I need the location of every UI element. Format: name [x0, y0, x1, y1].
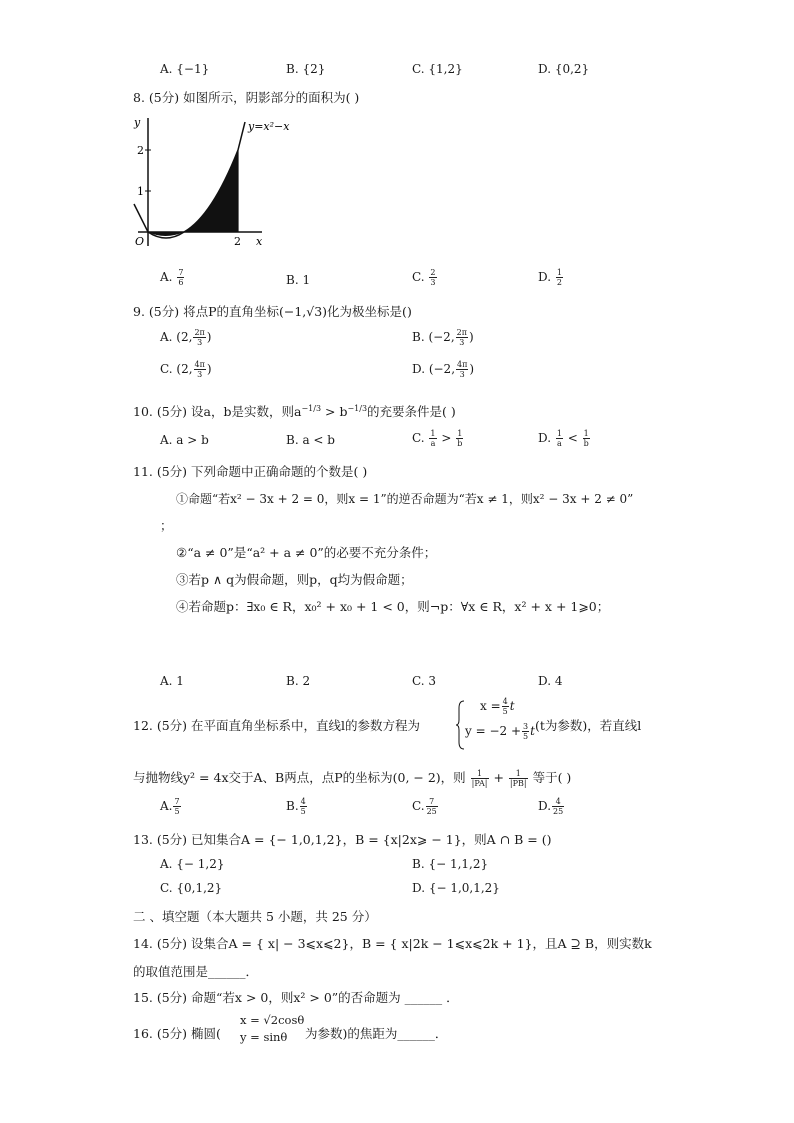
- q11-option-a: A. 1: [160, 674, 184, 688]
- q12-eq-y: y = −2 + $\frac{3}{5}$ t: [465, 722, 535, 741]
- q13-stem: 13. (5分) 已知集合A = {− 1,0,1,2}，B = {x|2x⩾ − 1}，则A ∩ B = (): [133, 832, 552, 847]
- q8-shade-above: [184, 150, 238, 232]
- q8-option-d: D. $\frac{1}{2}$: [538, 268, 562, 287]
- q8-tick-label-1: 1: [137, 185, 144, 198]
- q11-statement-1-tail: ；: [160, 518, 173, 533]
- q12-line2: 与抛物线y² = 4x交于A、B两点，点P的坐标为(0, − 2)，则 $\frac{1}{|PA|}$ + $\frac{1}{|PB|}$ 等于( ): [133, 769, 572, 788]
- q13-option-a: A. {− 1,2}: [160, 857, 225, 871]
- q13-option-b: B. {− 1,1,2}: [412, 857, 489, 871]
- q16-eq-x: x = √2cosθ: [240, 1013, 305, 1027]
- q14-line1: 14. (5分) 设集合A = { x| − 3⩽x⩽2}，B = { x|2k − 1⩽x⩽2k + 1}，且A ⊇ B，则实数k: [133, 936, 652, 951]
- q12-option-d: D. $\frac{4}{25}$: [538, 797, 564, 816]
- q8-tick-label-x2: 2: [234, 235, 241, 248]
- q10-option-c: C. $\frac{1}{a}$ > $\frac{1}{b}$: [412, 429, 463, 448]
- q8-x-label: x: [256, 235, 263, 248]
- q8-curve-label: y=x²−x: [248, 120, 290, 133]
- q16-eq-y: y = sinθ: [240, 1030, 288, 1044]
- q9-option-a: A. (2, $\frac{2\pi}{3}$ ): [160, 328, 212, 347]
- q7-option-c: C. {1,2}: [412, 62, 463, 76]
- q7-option-a: A. {−1}: [160, 62, 210, 76]
- q11-statement-4: ④若命题p：∃x₀ ∈ R，x₀² + x₀ + 1 < 0，则¬p：∀x ∈ R，x² + x + 1⩾0；: [176, 599, 610, 614]
- q8-option-a: A. $\frac{7}{6}$: [160, 268, 184, 287]
- q8-origin-label: O: [135, 235, 145, 248]
- q7-option-d: D. {0,2}: [538, 62, 590, 76]
- q11-statement-2: ②“a ≠ 0”是“a² + a ≠ 0”的必要不充分条件；: [176, 545, 437, 560]
- q12-stem-pre: 12. (5分) 在平面直角坐标系中，直线l的参数方程为: [133, 718, 421, 733]
- q10-option-d: D. $\frac{1}{a}$ < $\frac{1}{b}$: [538, 429, 589, 448]
- q8-tick-label-2: 2: [137, 144, 144, 157]
- q13-option-c: C. {0,1,2}: [160, 881, 223, 895]
- q12-option-b: B. $\frac{4}{5}$: [286, 797, 306, 816]
- q16-post: 为参数)的焦距为______．: [305, 1026, 448, 1041]
- q9-option-d: D. (−2, $\frac{4\pi}{3}$ ): [412, 360, 475, 379]
- q14-line2: 的取值范围是______．: [133, 964, 259, 979]
- q15-text: 15. (5分) 命题“若x > 0，则x² > 0”的否命题为 ______ ．: [133, 990, 459, 1005]
- section-2-heading: 二 、填空题（本大题共 5 小题，共 25 分）: [133, 909, 377, 924]
- q11-stem: 11. (5分) 下列命题中正确命题的个数是( ): [133, 464, 368, 479]
- q12-option-c: C. $\frac{7}{25}$: [412, 797, 437, 816]
- q8-figure: [130, 112, 290, 252]
- q9-stem: 9. (5分) 将点P的直角坐标(−1,√3)化为极坐标是(): [133, 304, 412, 319]
- q12-stem-post: (t为参数)，若直线l: [535, 718, 642, 733]
- q12-brace: [455, 700, 465, 750]
- q8-y-label: y: [134, 116, 141, 129]
- q7-option-b: B. {2}: [286, 62, 326, 76]
- q8-option-c: C. $\frac{2}{3}$: [412, 268, 436, 287]
- q10-option-a: A. a > b: [160, 433, 209, 447]
- q11-statement-1: ①命题“若x² − 3x + 2 = 0，则x = 1”的逆否命题为“若x ≠ 1，则x² − 3x + 2 ≠ 0”: [176, 492, 634, 506]
- q11-option-d: D. 4: [538, 674, 563, 688]
- q9-option-b: B. (−2, $\frac{2\pi}{3}$ ): [412, 328, 474, 347]
- q11-statement-3: ③若p ∧ q为假命题，则p，q均为假命题；: [176, 572, 413, 587]
- q13-option-d: D. {− 1,0,1,2}: [412, 881, 500, 895]
- q9-option-c: C. (2, $\frac{4\pi}{3}$ ): [160, 360, 212, 379]
- q10-option-b: B. a < b: [286, 433, 335, 447]
- q11-option-b: B. 2: [286, 674, 311, 688]
- q8-stem: 8. (5分) 如图所示，阴影部分的面积为( ): [133, 90, 360, 105]
- q16-pre: 16. (5分) 椭圆(: [133, 1026, 221, 1041]
- q12-option-a: A. $\frac{7}{5}$: [160, 797, 180, 816]
- q12-eq-x: x = $\frac{4}{5}$ t: [480, 697, 515, 716]
- q11-option-c: C. 3: [412, 674, 437, 688]
- q10-stem: 10. (5分) 设a，b是实数，则$a^{-1/3} > b^{-1/3}$的充要条件是( ): [133, 403, 456, 419]
- q8-option-b: B. 1: [286, 273, 311, 287]
